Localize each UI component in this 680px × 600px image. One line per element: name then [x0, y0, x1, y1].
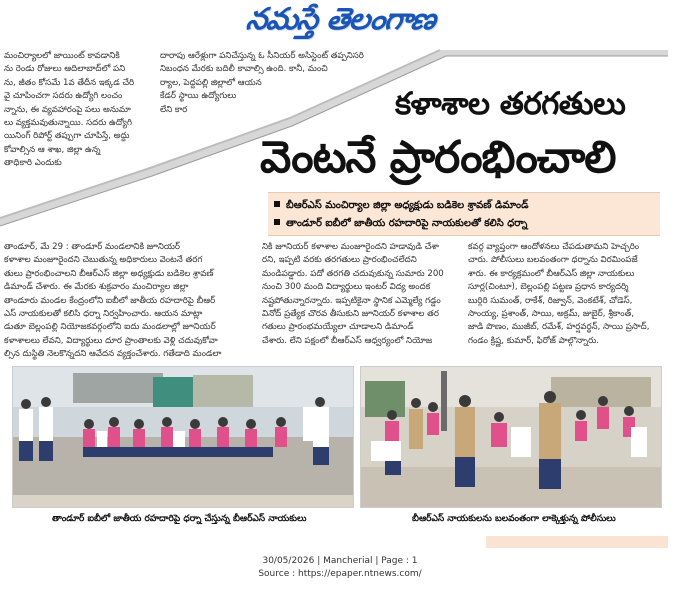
photo-dharna-left: [12, 366, 354, 508]
deck-line-2: [274, 217, 527, 231]
bullet-icon: [274, 219, 280, 225]
article-column-2: నికి జూనియర్ కళాశాల మంజూరైందని హడావుడి చేశా రని, ఇప్పటి వరకు తరగతులు ప్రారంభించలేదని మండిపడ్డారు. పదో తరగతి చదువుకున్న సుమారు 200 నుంచి 300 మంది విద్యార్థులు ఇంటర్ విద్య అందక నష్టపోతున్నారన్నారు. ఇప్పటికైనా స్థానిక ఎమ్మెల్యే గడ్డం వినోద్ ప్రత్యేక చొరవ తీసుకుని జూనియర్ కళాశాల తర గతులు ప్రారంభమయ్యేలా చూడాలని డిమాండ్ చేశారు. లేని పక్షంలో బీఆర్‌ఎస్ ఆధ్వర్యంలో నియోజ: [262, 242, 444, 346]
prev-article-col-left: మంచిర్యాలలో జాయింట్ కావడానికి ను రెండు రోజులు ఆదిలాబాద్‌లో పని ను, జీతం కోసమే 1వ తేదీన ఇక్కడ చేరి వై చూపించగా సదరు ఉద్యోగి లంచం న్నాను, ఈ వ్యవహారంపై పలు అనుమా లు వ్యక్తమవుతున్నాయి. సదరు ఉద్యోగి యినింగ్ రిపోర్ట్ తప్పుగా చూపిస్తే, అద్దు కోవాల్సిన ఆ శాఖ, జిల్లా ఉన్న తాధికారి ఎందుకు: [4, 51, 135, 169]
masthead: [0, 0, 680, 46]
prev-article-col-right: దారాపు ఆరేళ్లుగా పనిచేస్తున్న ఓ సీనియర్ అసిస్టెంట్ తప్పనిసరి నిబంధన మేరకు బదిలీ కావాల్సి ఉంది. కానీ, మంచి ర్యాల, పెద్దపల్లి జిల్లాలో ఆయన కేడర్ స్థాయి ఉద్యోగులు లేని కార: [160, 51, 364, 115]
headline-line-1: కళాశాల తరగతులు: [395, 86, 626, 122]
footer-source-link[interactable]: Source : https://epaper.ntnews.com/: [258, 569, 422, 579]
protest-photo-right: [361, 367, 661, 507]
deck-text-2: తాండూర్ ఐబీలో జాతీయ రహదారిపై నాయకులతో కలిసి ధర్నా: [286, 218, 528, 229]
epaper-footer: [0, 555, 680, 581]
newspaper-logo: నమస్తే తెలంగాణ: [243, 2, 438, 37]
bullet-icon: [274, 201, 280, 207]
deck-box: [268, 192, 660, 236]
protest-photo-left: [13, 367, 353, 507]
photo-caption-right: బీఆర్‌ఎస్ నాయకులను బలవంతంగా లాక్కెళ్తున్న పోలీసులు: [412, 514, 616, 524]
deck-text-1: బీఆర్‌ఎస్ మంచిర్యాల జిల్లా అధ్యక్షుడు బడికెల శ్రావణ్ డిమాండ్: [286, 200, 529, 211]
deck-line-1: [274, 199, 529, 213]
next-article-stub: [486, 536, 668, 548]
headline-line-2: వెంటనే ప్రారంభించాలి: [260, 132, 616, 183]
photo-caption-left: తాండూర్ ఐబీలో జాతీయ రహదారిపై ధర్నా చేస్తున్న బీఆర్‌ఎస్ నాయకులు: [52, 514, 307, 524]
photo-police-right: [360, 366, 662, 508]
article-column-1: తాండూర్, మే 29 : తాండూర్ మండలానికి జూనియర్ కళాశాల మంజూరైందని చెబుతున్న అధికారులు వెంటనే తరగ తులు ప్రారంభించాలని బీఆర్‌ఎస్ జిల్లా అధ్యక్షుడు బడికెల శ్రావణ్ డిమాండ్ చేశారు. ఈ మేరకు శుక్రవారం మంచిర్యాల జిల్లా తాండూరు మండల కేంద్రంలోని ఐబీలో జాతీయ రహదారిపై బీఆర్ ఎస్ నాయకులతో కలిసి ధర్నా నిర్వహించారు. ఆయన మాట్లా డుతూ బెల్లంపల్లి నియోజకవర్గంలోని ఐదు మండలాల్లో జూనియర్ కళాశాలలు లేవని, విద్యార్థులు దూర ప్రాంతాలకు వెళ్లి చదువుకోవా ల్సిన దుస్థితి నెలకొన్నదని ఆవేదన వ్యక్తంచేశారు. గతేడాది మండలా: [4, 242, 222, 360]
footer-meta: 30/05/2026 | Mancherial | Page : 1: [262, 556, 418, 566]
epaper-page: [0, 48, 668, 548]
article-column-3: కవర్గ వ్యాప్తంగా ఆందోళనలు చేపడుతామని హెచ్చరిం చారు. పోలీసులు బలవంతంగా ధర్నాను విరమింపజే శారు. ఈ కార్యక్రమంలో బీఆర్‌ఎస్ జిల్లా నాయకులు సూర్ల(చింటూ), బెల్లంపల్లి పట్టణ ప్రధాన కార్యదర్శి బుర్గిరి సుమంత్, రాకేశ్, రిజ్వాన్, వెంకటేశ్, చోడెస్, సాంయ్య, ప్రశాంత్, సాయి, అక్రమ్, జుబైర్, శ్రీకాంత్, జాడి పొణం, ముజీబ్, రమేశ్, హర్షవర్ధన్, సాయి ప్రసాద్, గండం క్రిష్ణ, కుమార్, ఫిరోజ్ పాల్గొన్నారు.: [468, 242, 650, 346]
